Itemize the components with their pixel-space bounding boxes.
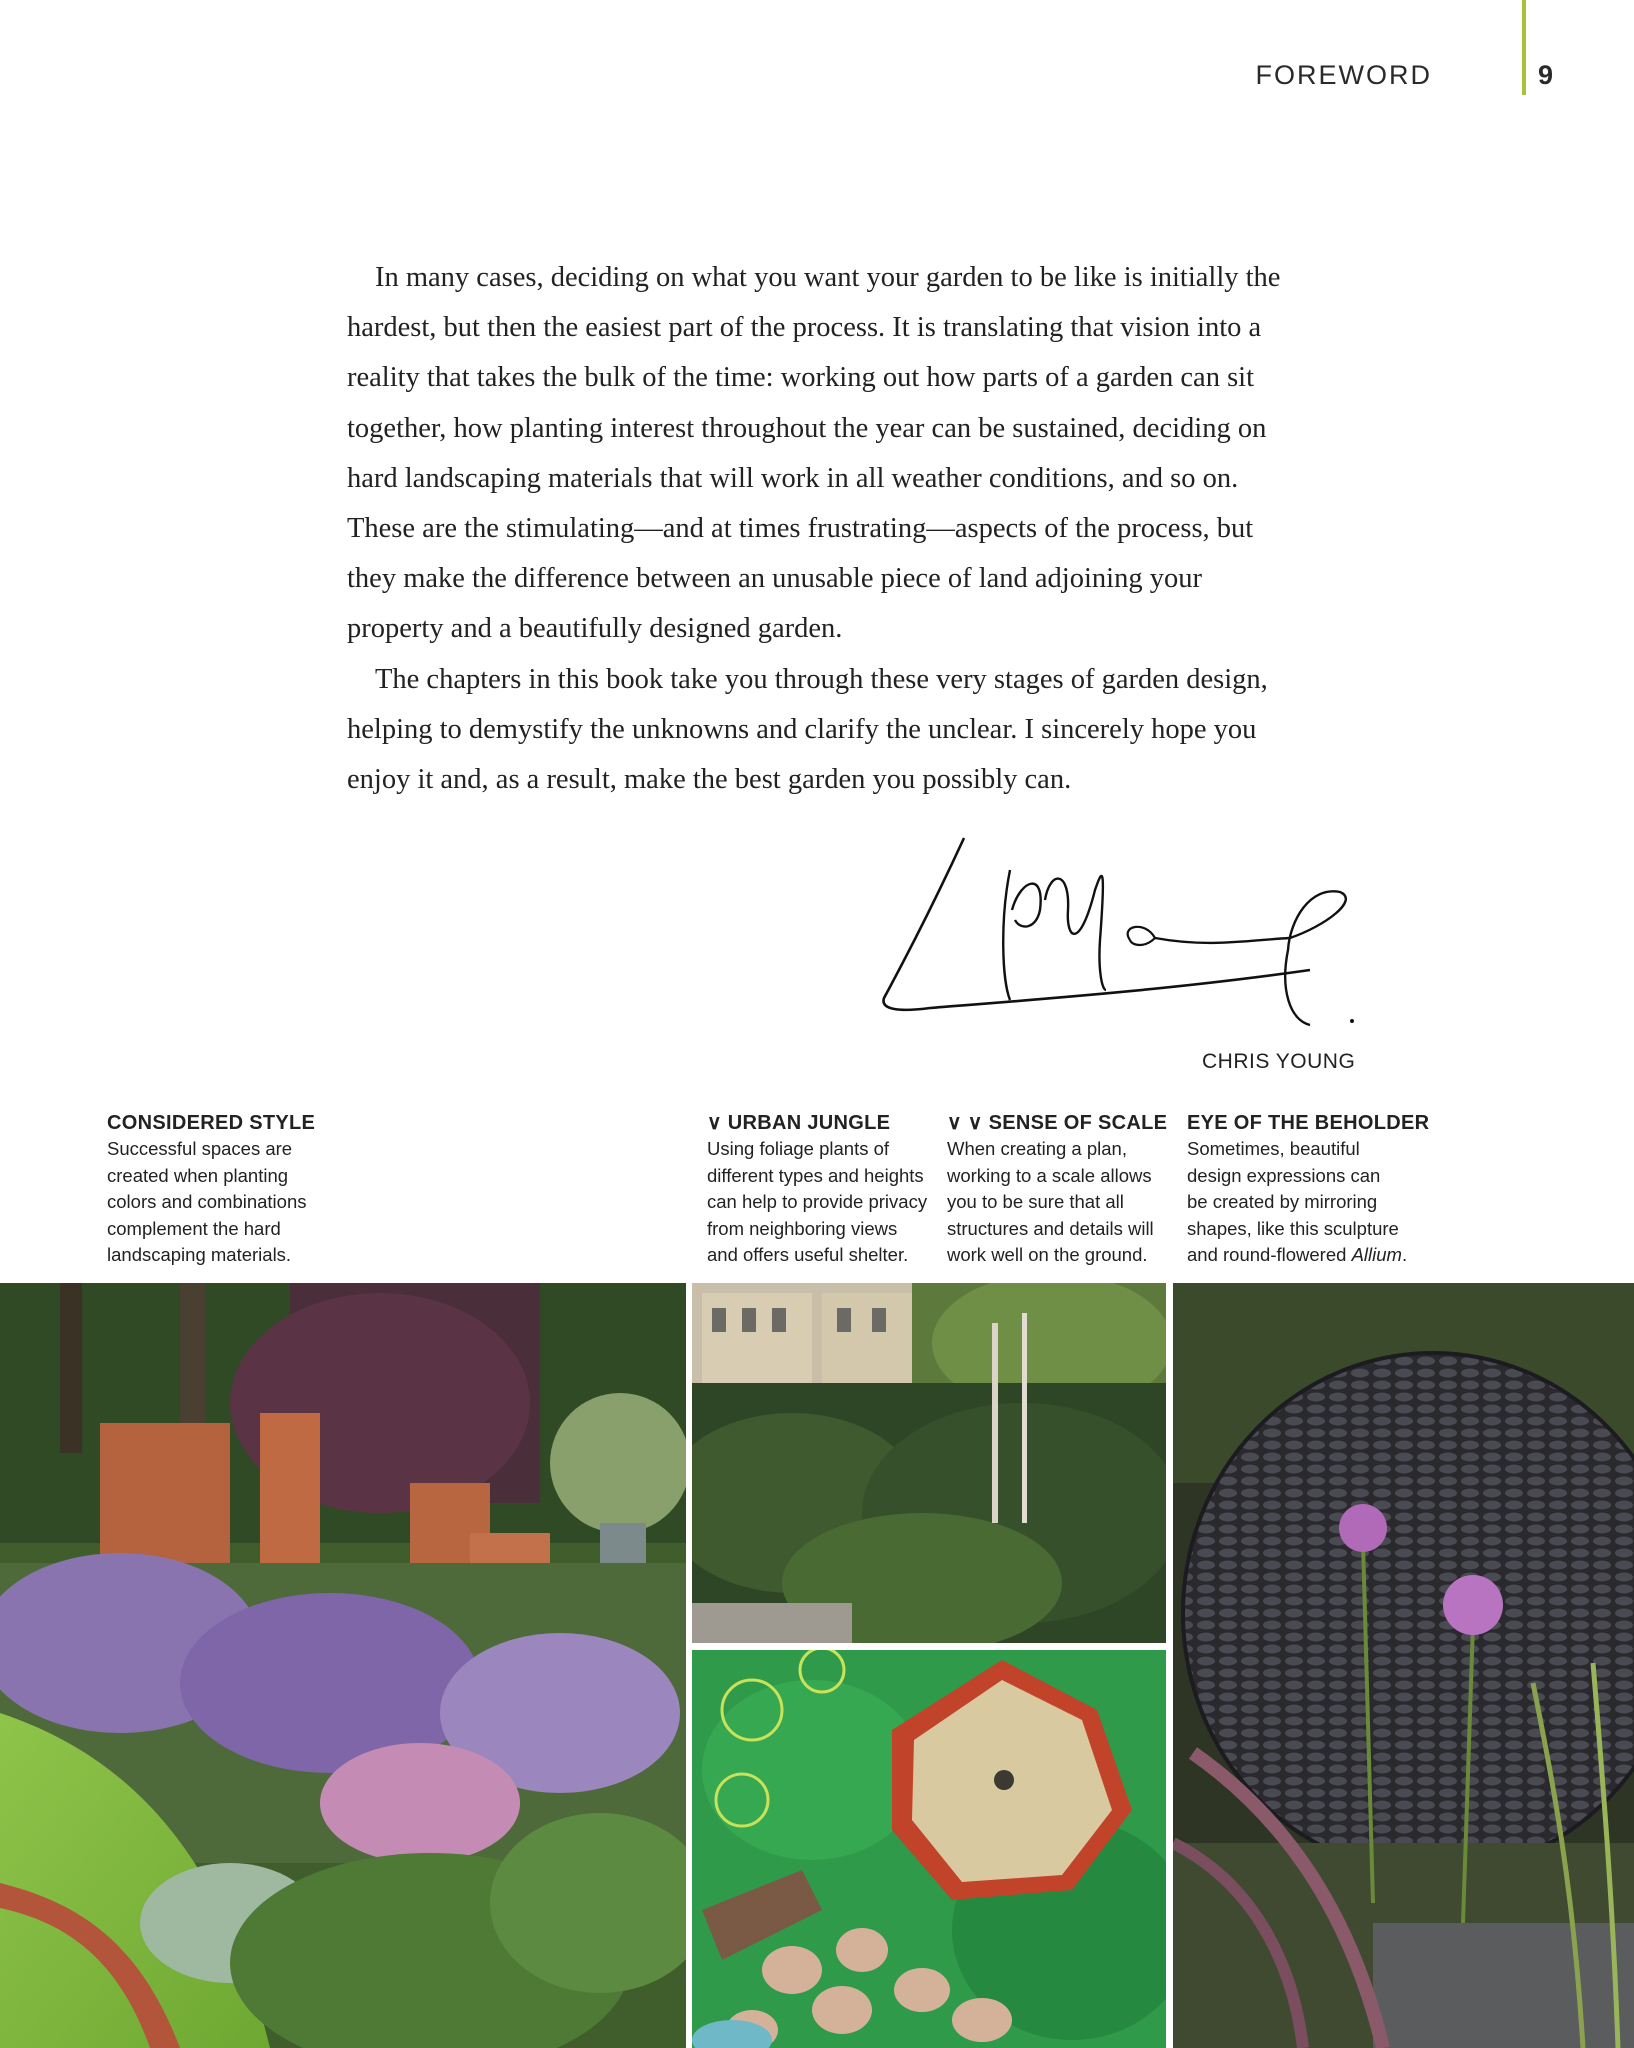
caption-text <box>947 1136 1167 1269</box>
caption-sense-of-scale <box>947 1110 1167 1269</box>
caption-line: be created by mirroring <box>1187 1191 1378 1212</box>
running-header <box>1255 58 1560 98</box>
caption-title: ∨ URBAN JUNGLE <box>707 1112 891 1134</box>
section-title: FOREWORD <box>1255 60 1432 90</box>
caption-line: Sometimes, beautiful <box>1187 1138 1360 1159</box>
caption-line-italic: Allium <box>1351 1244 1402 1265</box>
caption-line: colors and combinations <box>107 1191 307 1212</box>
caption-line: landscaping materials. <box>107 1244 292 1265</box>
caption-urban-jungle <box>707 1110 927 1269</box>
caption-line: shapes, like this sculpture <box>1187 1217 1399 1239</box>
caption-title: ∨ ∨ SENSE OF SCALE <box>947 1112 1168 1134</box>
body-paragraph-1: In many cases, deciding on what you want your garden to be like is initially the hardest, but then the easiest part of the process. It is translating that vision into a reality that takes the bulk of the time: working out how parts of a garden can sit together, how planting interest throughout the year can be sustained, deciding on hard landscaping materials that will work in all weather conditions, and so on. These are the stimulating—and at times frustrating—aspects of the process, but they make the difference between an unusable piece of land adjoining your property and a beautifully designed garden. <box>347 262 1281 645</box>
garden-plan-illustration <box>692 1650 1166 2048</box>
caption-eye-of-the-beholder <box>1187 1110 1429 1269</box>
caption-text <box>107 1136 315 1269</box>
caption-line-prefix: and round-flowered <box>1187 1244 1352 1265</box>
caption-line: can help to provide privacy <box>707 1191 928 1212</box>
caption-title: CONSIDERED STYLE <box>107 1112 316 1134</box>
author-signature <box>870 830 1360 1030</box>
caption-line: structures and details will <box>947 1217 1154 1239</box>
caption-line: you to be sure that all <box>947 1191 1124 1212</box>
caption-line: working to a scale allows <box>947 1164 1152 1186</box>
caption-text <box>1187 1136 1429 1269</box>
caption-line: work well on the ground. <box>947 1244 1148 1265</box>
caption-line: When creating a plan, <box>947 1138 1127 1159</box>
caption-line-suffix: . <box>1401 1244 1408 1265</box>
pebble-sphere-sculpture-photo <box>1173 1283 1634 2048</box>
caption-line: Successful spaces are <box>107 1138 293 1159</box>
caption-line: from neighboring views <box>707 1217 898 1239</box>
foreword-body <box>347 253 1287 805</box>
caption-line: different types and heights <box>707 1164 924 1186</box>
caption-line <box>1187 1242 1429 1269</box>
caption-considered-style <box>107 1110 315 1269</box>
caption-title: EYE OF THE BEHOLDER <box>1187 1112 1430 1134</box>
caption-line: created when planting <box>107 1164 289 1186</box>
flower-border-photo <box>0 1283 686 2048</box>
caption-line: and offers useful shelter. <box>707 1244 909 1265</box>
author-name: CHRIS YOUNG <box>1202 1050 1356 1073</box>
caption-line: design expressions can <box>1187 1164 1381 1186</box>
caption-text <box>707 1136 927 1269</box>
caption-line: complement the hard <box>107 1217 281 1239</box>
urban-jungle-photo <box>692 1283 1166 1643</box>
page-number: 9 <box>1538 60 1554 90</box>
caption-line: Using foliage plants of <box>707 1138 890 1159</box>
body-paragraph-2: The chapters in this book take you through these very stages of garden design, helping to demystify the unknowns and clarify the unclear. I sincerely hope you enjoy it and, as a result, make the best garden you possibly can. <box>347 663 1268 796</box>
